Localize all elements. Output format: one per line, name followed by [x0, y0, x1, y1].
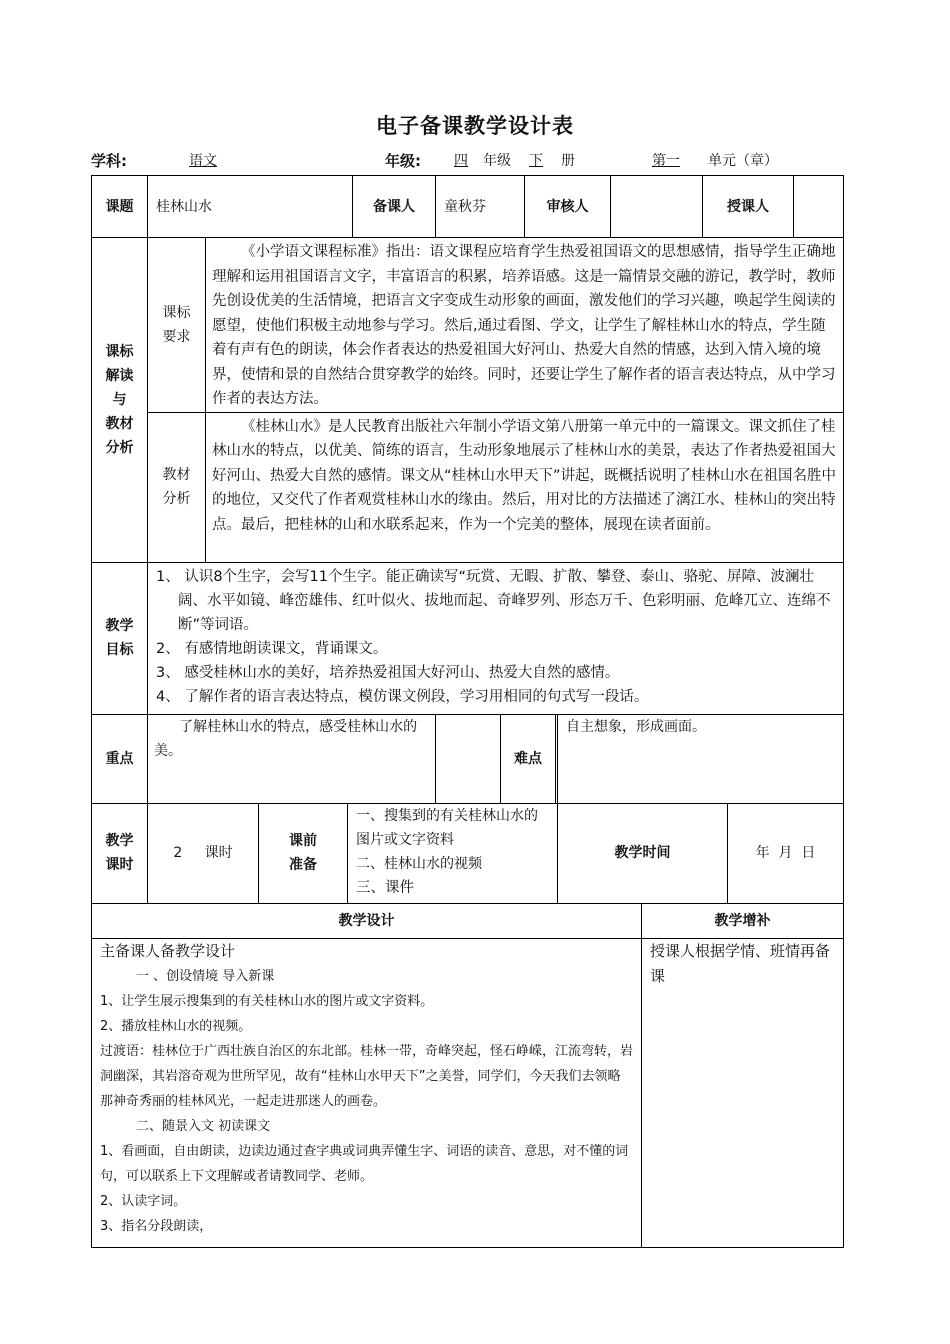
- objectives-row: [92, 562, 844, 714]
- design-body: [92, 938, 642, 1247]
- design-line: 1、让学生展示搜集到的有关桂林山水的图片或文字资料。: [100, 993, 434, 1009]
- analysis-label-line: 与: [112, 391, 127, 408]
- analysis-label-line: 课标: [105, 343, 134, 360]
- grade-label: 年级:: [385, 152, 421, 170]
- prep-list: [348, 803, 558, 903]
- textbook-label-line: 教材: [162, 467, 191, 483]
- standard-label-line: 要求: [162, 328, 191, 345]
- volume-value: 下: [529, 153, 543, 169]
- topic-row: [92, 176, 844, 238]
- difficulty-label: [436, 714, 558, 803]
- design-line: 2、播放桂林山水的视频。: [100, 1018, 252, 1034]
- standard-row: [92, 238, 844, 413]
- design-line: 二、随景入文 初读课文: [136, 1118, 271, 1134]
- standard-label: [148, 238, 206, 413]
- prep-label-line: 课前: [289, 833, 317, 849]
- topic-label: 课题: [92, 176, 148, 238]
- analysis-label: [92, 238, 148, 563]
- design-body-row: [92, 938, 844, 1247]
- design-line: 2、认读字词。: [100, 1193, 187, 1209]
- textbook-label-line: 分析: [162, 491, 191, 507]
- subject-value: 语文: [189, 153, 217, 169]
- difficulty-text: 自主想象，形成画面。: [558, 714, 844, 803]
- supplement-header: 教学增补: [642, 903, 844, 938]
- teacher-label: 授课人: [703, 176, 794, 238]
- supplement-body: 授课人根据学情、班情再备课: [642, 938, 844, 1247]
- textbook-row: [92, 412, 844, 562]
- prep-label: [259, 803, 348, 903]
- meta-bar: [91, 150, 843, 174]
- objectives-label-line: 教学: [105, 618, 134, 634]
- subject-label: 学科:: [91, 152, 127, 170]
- prep-item: 二、桂林山水的视频: [356, 855, 482, 872]
- objective-item: 4、 了解作者的语言表达特点，模仿课文例段，学习用相同的句式写一段话。: [156, 688, 649, 705]
- key-point-text: 了解桂林山水的特点，感受桂林山水的美。: [154, 718, 418, 759]
- hours-count: 2: [173, 845, 183, 861]
- hours-row: [92, 803, 844, 903]
- preparer-label: 备课人: [353, 176, 436, 238]
- design-header: 教学设计: [92, 903, 642, 938]
- standard-label-line: 课标: [162, 304, 191, 321]
- unit-value: 第一: [652, 153, 680, 169]
- key-point-label: 重点: [92, 714, 148, 803]
- difficulty-label-text: 难点: [500, 715, 556, 803]
- objective-item: 2、 有感情地朗读课文，背诵课文。: [156, 640, 388, 657]
- hours-label-line: 教学: [105, 833, 134, 849]
- objectives-label: [92, 562, 148, 714]
- objectives-label-line: 目标: [105, 642, 134, 658]
- grade-value: 四: [454, 153, 468, 169]
- hours-label-line: 课时: [105, 857, 134, 873]
- time-label: 教学时间: [558, 803, 728, 903]
- objective-item: 3、 感受桂林山水的美好，培养热爱祖国大好河山、热爱大自然的感情。: [156, 664, 620, 681]
- unit-unit: 单元（章）: [708, 153, 778, 169]
- volume-unit: 册: [561, 153, 575, 169]
- design-line: 一 、创设情境 导入新课: [136, 968, 275, 984]
- reviewer-label: 审核人: [525, 176, 611, 238]
- analysis-label-line: 分析: [105, 439, 134, 456]
- design-line: 3、指名分段朗读，: [100, 1218, 213, 1234]
- standard-text: 《小学语文课程标准》指出：语文课程应培育学生热爱祖国语文的思想感情，指导学生正确地理解和运用祖国语言文字，丰富语言的积累，培养语感。这是一篇情景交融的游记，教学时，教师先创设优美的生活情境，把语言文字变成生动形象的画面，激发他们的学习兴趣，唤起学生阅读的愿望，使他们积极主动地参与学习。然后,通过看图、学文，让学生了解桂林山水的特点，学生随着有声有色的朗读，体会作者表达的热爱祖国大好河山、热爱大自然的情感，达到入情入境的境界，使情和景的自然结合贯穿教学的始终。同时，还要让学生了解作者的语言表达特点，从中学习作者的表达方法。: [212, 244, 836, 407]
- hours-label: [92, 803, 148, 903]
- analysis-label-line: 解读: [105, 367, 134, 384]
- design-header-row: [92, 903, 844, 938]
- page-title: 电子备课教学设计表: [376, 114, 574, 138]
- analysis-label-line: 教材: [105, 415, 134, 432]
- hours-value: [148, 803, 259, 903]
- textbook-label: [148, 412, 206, 562]
- grade-unit: 年级: [483, 153, 511, 169]
- time-value: 年 月 日: [728, 803, 844, 903]
- prep-item: 一、搜集到的有关桂林山水的图片或文字资料: [356, 807, 538, 848]
- textbook-text: 《桂林山水》是人民教育出版社六年制小学语文第八册第一单元中的一篇课文。课文抓住了桂林山水的特点，以优美、简练的语言，生动形象地展示了桂林山水的美景，表达了作者热爱祖国大好河山、热爱大自然的感情。课文从“桂林山水甲天下”讲起，既概括说明了桂林山水在祖国名胜中的地位，又交代了作者观赏桂林山水的缘由。然后，用对比的方法描述了漓江水、桂林山的突出特点。最后，把桂林的山和水联系起来，作为一个完美的整体，展现在读者面前。: [212, 418, 837, 533]
- design-line: 过渡语：桂林位于广西壮族自治区的东北部。桂林一带，奇峰突起，怪石峥嵘，江流弯转，岩洞幽深，其岩溶奇观为世所罕见，故有“桂林山水甲天下”之美誉，同学们，今天我们去领略那神奇秀丽的桂林风光，一起走进那迷人的画卷。: [100, 1043, 634, 1109]
- topic-value: 桂林山水: [148, 176, 353, 238]
- hours-unit: 课时: [204, 845, 233, 861]
- design-line: 主备课人备教学设计: [100, 941, 236, 960]
- lesson-plan-table: [91, 175, 844, 1248]
- preparer-value: 童秋芬: [436, 176, 525, 238]
- objective-item: 1、 认识8个生字，会写11个生字。能正确读写“玩赏、无暇、扩散、攀登、泰山、骆驼、屏障、波澜壮阔、水平如镜、峰峦雄伟、红叶似火、拔地而起、奇峰罗列、形态万千、色彩明丽、危峰兀立、连绵不断”等词语。: [156, 568, 831, 633]
- prep-label-line: 准备: [289, 857, 317, 873]
- reviewer-value: [611, 176, 703, 238]
- design-line: 1、看画面，自由朗读，边读边通过查字典或词典弄懂生字、词语的读音、意思，对不懂的词句，可以联系上下文理解或者请教同学、老师。: [100, 1143, 629, 1184]
- teacher-value: [794, 176, 844, 238]
- prep-item: 三、课件: [356, 879, 414, 896]
- focus-row: [92, 714, 844, 803]
